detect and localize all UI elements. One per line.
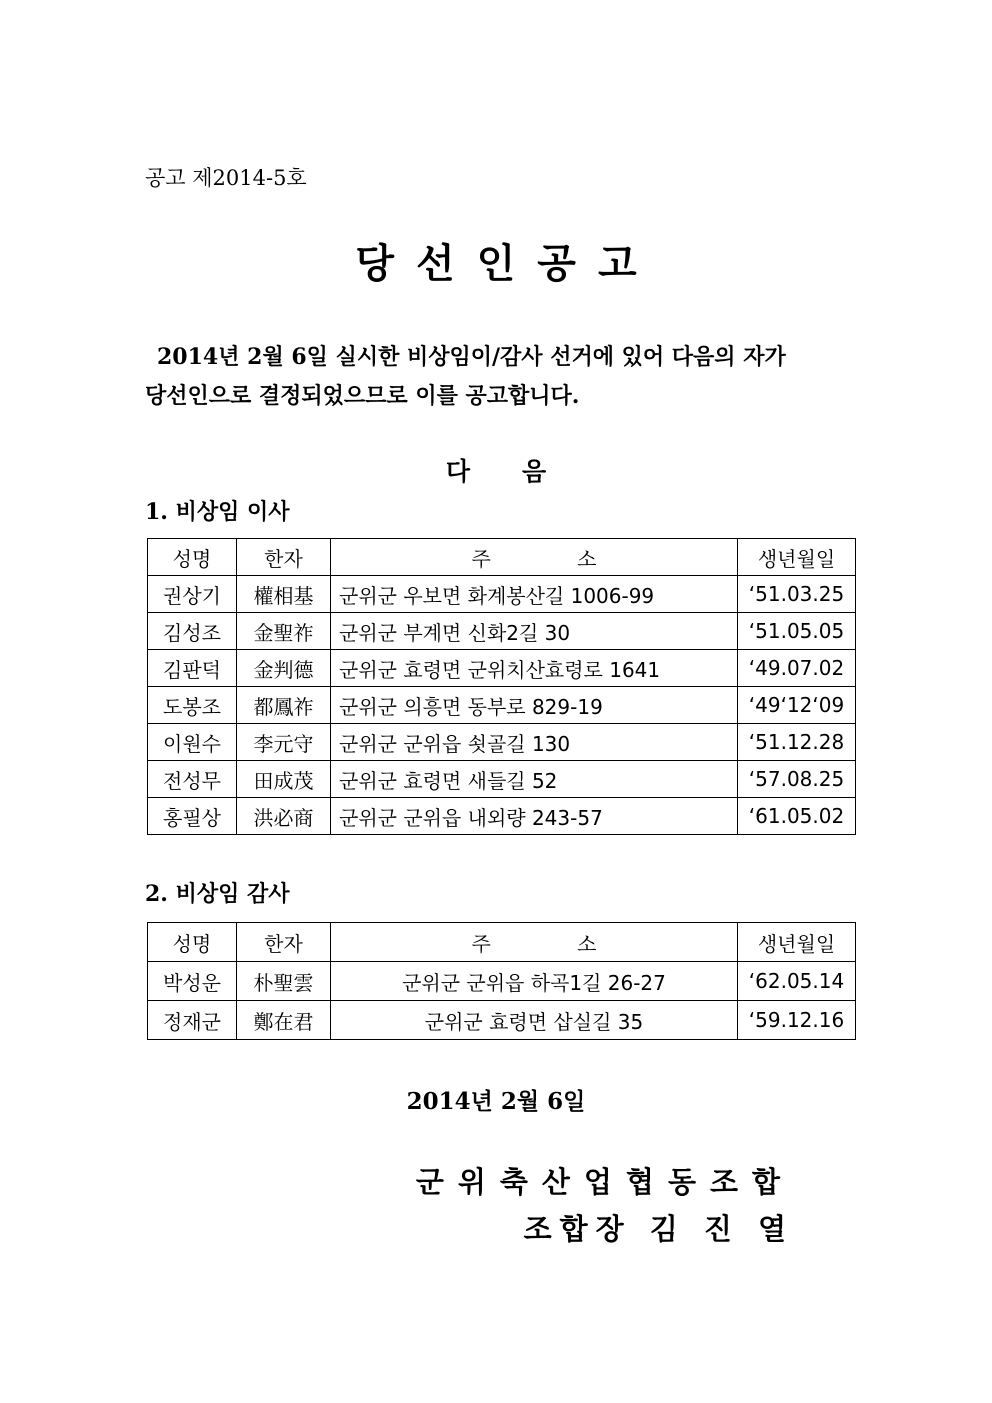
section1-title: 1. 비상임 이사 xyxy=(145,499,290,525)
cell-address: 군위군 효령면 새들길 52 xyxy=(331,761,738,798)
cell-address: 군위군 효령면 군위치산효령로 1641 xyxy=(331,650,738,687)
header-name: 성명 xyxy=(148,539,237,576)
cell-birth: ‘49‘12‘09 xyxy=(738,687,856,724)
cell-address: 군위군 군위읍 쇳골길 130 xyxy=(331,724,738,761)
heading-next xyxy=(0,452,992,488)
notice-date: 2014년 2월 6일 xyxy=(406,1088,586,1115)
signer-name: 조합장 김 진 열 xyxy=(523,1212,794,1246)
intro-line-2: 당선인으로 결정되었으므로 이를 공고합니다. xyxy=(145,383,580,409)
header-hanja: 한자 xyxy=(237,923,331,962)
heading-next-char-1: 다 xyxy=(445,457,470,486)
cell-birth: ‘51.03.25 xyxy=(738,576,856,613)
table-row xyxy=(148,576,856,613)
cell-address: 군위군 의흥면 동부로 829-19 xyxy=(331,687,738,724)
table-row xyxy=(148,613,856,650)
cell-name: 박성운 xyxy=(148,962,237,1001)
cell-birth: ‘51.12.28 xyxy=(738,724,856,761)
table-row xyxy=(148,1001,856,1040)
table-row xyxy=(148,962,856,1001)
cell-hanja: 權相基 xyxy=(237,576,331,613)
heading-next-char-2: 음 xyxy=(522,457,547,486)
intro-line-1: 2014년 2월 6일 실시한 비상임이/감사 선거에 있어 다음의 자가 xyxy=(157,344,786,370)
auditors-table xyxy=(147,922,856,1040)
table-row xyxy=(148,687,856,724)
table-row xyxy=(148,724,856,761)
header-address: 주 소 xyxy=(331,923,738,962)
cell-address: 군위군 군위읍 내외량 243-57 xyxy=(331,798,738,835)
table-row xyxy=(148,761,856,798)
cell-birth: ‘59.12.16 xyxy=(738,1001,856,1040)
notice-number: 공고 제2014-5호 xyxy=(145,166,307,190)
organization-name: 군위축산업협동조합 xyxy=(415,1165,794,1199)
cell-birth: ‘51.05.05 xyxy=(738,613,856,650)
header-birth: 생년월일 xyxy=(738,923,856,962)
header-hanja: 한자 xyxy=(237,539,331,576)
header-name: 성명 xyxy=(148,923,237,962)
cell-name: 권상기 xyxy=(148,576,237,613)
cell-name: 도봉조 xyxy=(148,687,237,724)
section2-title: 2. 비상임 감사 xyxy=(145,881,290,907)
cell-hanja: 李元守 xyxy=(237,724,331,761)
cell-hanja: 朴聖雲 xyxy=(237,962,331,1001)
cell-hanja: 洪必商 xyxy=(237,798,331,835)
table-header-row xyxy=(148,539,856,576)
intro-paragraph xyxy=(145,338,857,416)
cell-birth: ‘62.05.14 xyxy=(738,962,856,1001)
cell-hanja: 都鳳祚 xyxy=(237,687,331,724)
table-row xyxy=(148,650,856,687)
cell-hanja: 田成茂 xyxy=(237,761,331,798)
cell-name: 이원수 xyxy=(148,724,237,761)
table-row xyxy=(148,798,856,835)
cell-hanja: 金聖祚 xyxy=(237,613,331,650)
cell-name: 김성조 xyxy=(148,613,237,650)
header-birth: 생년월일 xyxy=(738,539,856,576)
cell-birth: ‘61.05.02 xyxy=(738,798,856,835)
cell-birth: ‘49.07.02 xyxy=(738,650,856,687)
cell-hanja: 鄭在君 xyxy=(237,1001,331,1040)
cell-name: 김판덕 xyxy=(148,650,237,687)
page-title: 당선인공고 xyxy=(355,240,659,287)
cell-name: 홍필상 xyxy=(148,798,237,835)
cell-hanja: 金判德 xyxy=(237,650,331,687)
cell-name: 전성무 xyxy=(148,761,237,798)
cell-name: 정재군 xyxy=(148,1001,237,1040)
cell-address: 군위군 군위읍 하곡1길 26-27 xyxy=(331,962,738,1001)
directors-table xyxy=(147,538,856,835)
header-address: 주 소 xyxy=(331,539,738,576)
table-header-row xyxy=(148,923,856,962)
cell-address: 군위군 부계면 신화2길 30 xyxy=(331,613,738,650)
cell-birth: ‘57.08.25 xyxy=(738,761,856,798)
cell-address: 군위군 효령면 삽실길 35 xyxy=(331,1001,738,1040)
cell-address: 군위군 우보면 화계봉산길 1006-99 xyxy=(331,576,738,613)
